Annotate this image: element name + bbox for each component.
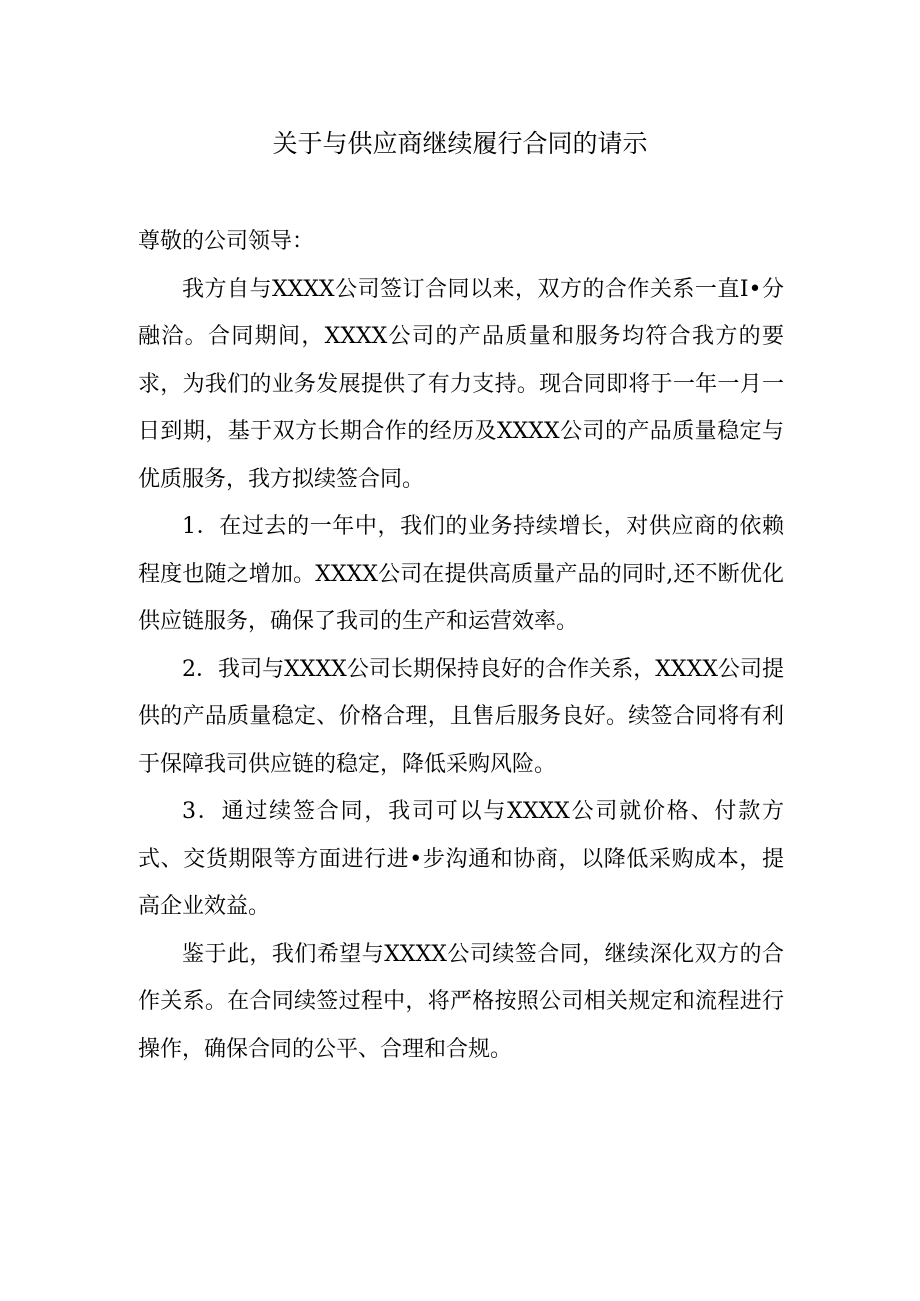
salutation: 尊敬的公司领导： — [138, 229, 315, 254]
document-title: 关于与供应商继续履行合同的请示 — [272, 129, 648, 158]
paragraph-point-3: 3．通过续签合同，我司可以与XXXX公司就价格、付款方式、交货期限等方面进行进•步沟通和协商，以降低采购成本，提高企业效益。 — [138, 799, 784, 919]
paragraph-point-2: 2．我司与XXXX公司长期保持良好的合作关系，XXXX公司提供的产品质量稳定、价格合理，且售后服务良好。续签合同将有利于保障我司供应链的稳定，降低采购风险。 — [138, 656, 784, 777]
document-body — [138, 218, 784, 1073]
paragraph-conclusion: 鉴于此，我们希望与XXXX公司续签合同，继续深化双方的合作关系。在合同续签过程中，将严格按照公司相关规定和流程进行操作，确保合同的公平、合理和合规。 — [138, 941, 784, 1062]
paragraph-point-1: 1．在过去的一年中，我们的业务持续增长，对供应商的依赖程度也随之增加。XXXX公司在提供高质量产品的同时,还不断优化供应链服务，确保了我司的生产和运营效率。 — [138, 514, 784, 634]
paragraph-intro: 我方自与XXXX公司签订合同以来，双方的合作关系一直I•分融洽。合同期间，XXXX公司的产品质量和服务均符合我方的要求，为我们的业务发展提供了有力支持。现合同即将于一年一月一日到期，基于双方长期合作的经历及XXXX公司的产品质量稳定与优质服务，我方拟续签合同。 — [138, 276, 784, 492]
